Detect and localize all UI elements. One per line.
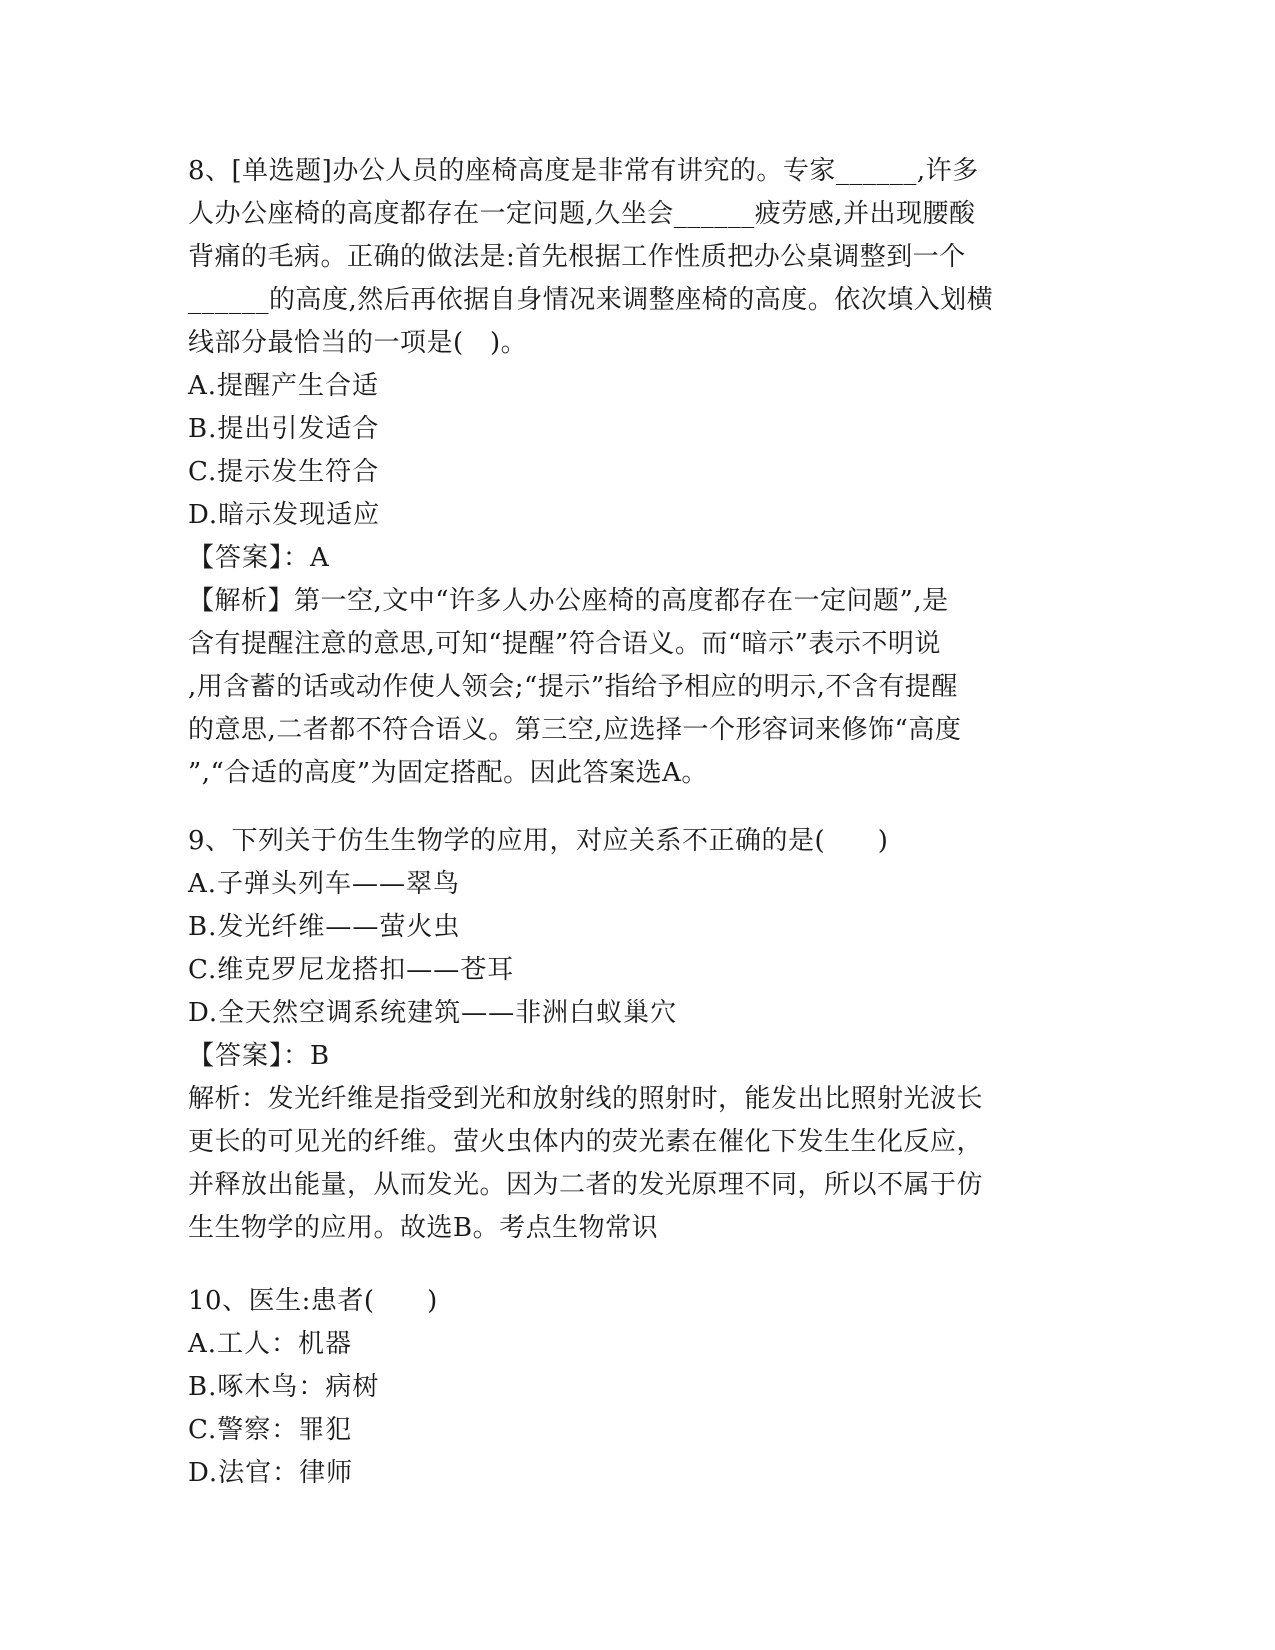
stem-line: 8、[单选题]办公人员的座椅高度是非常有讲究的。专家______,许多	[188, 156, 979, 186]
option-b: B.发光纤维——萤火虫	[188, 912, 461, 942]
answer: 【答案】：B	[188, 1041, 331, 1071]
analysis-line: ,用含蓄的话或动作使人领会;“提示”指给予相应的明示,不含有提醒	[188, 672, 958, 702]
option-b: B.啄木鸟：病树	[188, 1372, 380, 1402]
options-list	[188, 365, 1088, 537]
option-c: C.提示发生符合	[188, 457, 380, 487]
option-a: A.子弹头列车——翠鸟	[188, 869, 461, 899]
question-stem	[188, 820, 1088, 863]
stem-line: 9、下列关于仿生生物学的应用，对应关系不正确的是( )	[188, 826, 889, 856]
option-a: A.提醒产生合适	[188, 371, 380, 401]
analysis-line: 含有提醒注意的意思,可知“提醒”符合语义。而“暗示”表示不明说	[188, 629, 941, 659]
question-stem	[188, 1280, 1088, 1323]
option-b: B.提出引发适合	[188, 414, 380, 444]
analysis-line: 的意思,二者都不符合语义。第三空,应选择一个形容词来修饰“高度	[188, 715, 962, 745]
question-8	[188, 150, 1088, 795]
stem-line: ______的高度,然后再依据自身情况来调整座椅的高度。依次填入划横	[188, 285, 994, 315]
question-stem	[188, 150, 1088, 365]
stem-line: 线部分最恰当的一项是( )。	[188, 328, 528, 358]
analysis	[188, 580, 1088, 795]
analysis-line: 【解析】第一空,文中“许多人办公座椅的高度都存在一定问题”,是	[188, 586, 949, 616]
analysis-line: 并释放出能量，从而发光。因为二者的发光原理不同，所以不属于仿	[188, 1170, 984, 1200]
option-d: D.暗示发现适应	[188, 500, 381, 530]
analysis-line: 生生物学的应用。故选B。考点生物常识	[188, 1213, 659, 1243]
option-a: A.工人：机器	[188, 1329, 353, 1359]
stem-line: 背痛的毛病。正确的做法是:首先根据工作性质把办公桌调整到一个	[188, 242, 966, 272]
analysis-line: 更长的可见光的纤维。萤火虫体内的荧光素在催化下发生生化反应，	[188, 1127, 984, 1157]
question-9	[188, 820, 1088, 1250]
option-d: D.全天然空调系统建筑——非洲白蚁巢穴	[188, 998, 678, 1028]
options-list	[188, 863, 1088, 1035]
answer: 【答案】：A	[188, 543, 330, 573]
option-d: D.法官：律师	[188, 1458, 354, 1488]
question-10	[188, 1280, 1088, 1495]
stem-line: 人办公座椅的高度都存在一定问题,久坐会______疲劳感,并出现腰酸	[188, 199, 976, 229]
stem-line: 10、医生:患者( )	[188, 1286, 438, 1316]
options-list	[188, 1323, 1088, 1495]
analysis-line: ”,“合适的高度”为固定搭配。因此答案选A。	[188, 758, 708, 788]
analysis-line: 解析：发光纤维是指受到光和放射线的照射时，能发出比照射光波长	[188, 1084, 984, 1114]
option-c: C.警察：罪犯	[188, 1415, 353, 1445]
analysis	[188, 1078, 1088, 1250]
option-c: C.维克罗尼龙搭扣——苍耳	[188, 955, 515, 985]
